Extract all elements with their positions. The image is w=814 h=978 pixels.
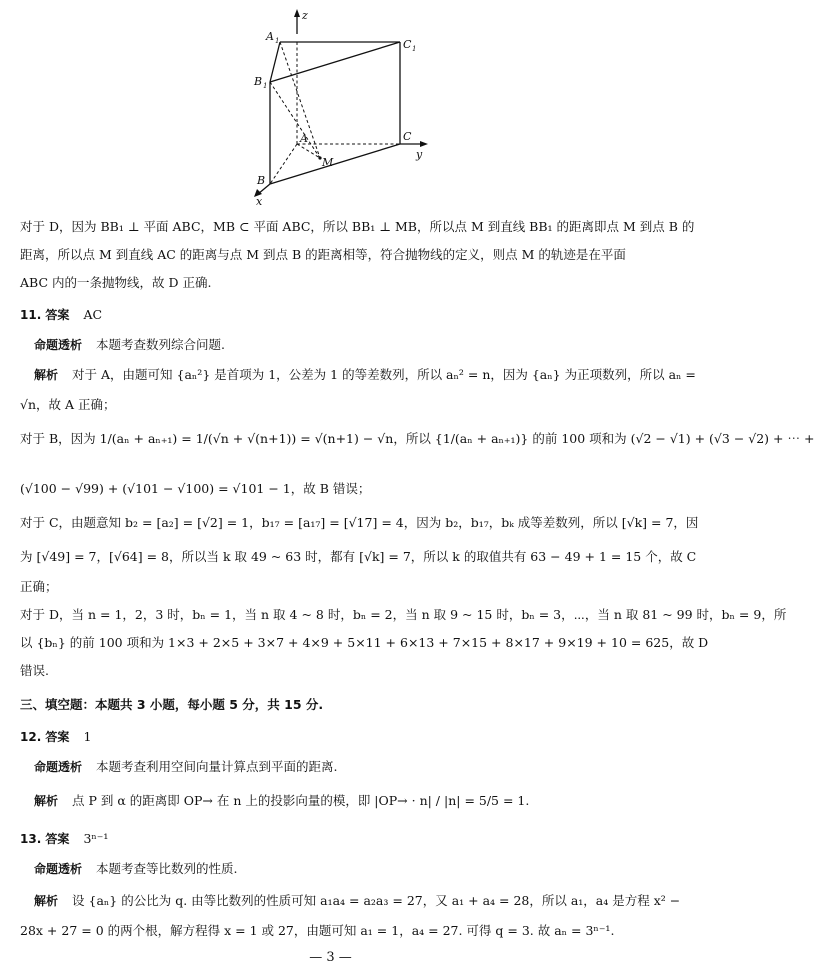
edge-b1m bbox=[270, 82, 320, 158]
q12-tag: 命题透析 bbox=[34, 760, 83, 774]
q11-label: 11. 答案 bbox=[20, 308, 70, 322]
q11-solution-tag: 解析 bbox=[34, 368, 59, 382]
q13-tag: 命题透析 bbox=[34, 862, 83, 876]
page-number: — 3 — bbox=[309, 950, 352, 965]
label-b1-sub: 1 bbox=[263, 82, 268, 90]
q12-solution-tag: 解析 bbox=[34, 794, 59, 808]
edge-am bbox=[297, 144, 320, 158]
text-line: √n，故 A 正确； bbox=[20, 397, 116, 412]
text-line: 对于 D，因为 BB₁ ⊥ 平面 ABC，MB ⊂ 平面 ABC，所以 BB₁ ⊥ MB，所以点 M 到直线 BB₁ 的距离即点 M 到点 B 的 bbox=[20, 219, 695, 234]
q12-solution-line: 解析 点 P 到 α 的距离即 OP→ 在 n 上的投影向量的模，即 |OP→ · n| / |n| = 5/5 = 1. bbox=[34, 793, 530, 808]
edge-bc bbox=[270, 144, 400, 184]
label-c1: C bbox=[403, 38, 412, 51]
text-line: 为 [√49] = 7，[√64] = 8，所以当 k 取 49 ~ 63 时，都有 [√k] = 7，所以 k 的取值共有 63 − 49 + 1 = 15 个，故 C bbox=[20, 549, 697, 564]
label-z: z bbox=[302, 9, 308, 22]
label-c: C bbox=[403, 130, 412, 143]
prism-figure bbox=[240, 6, 440, 206]
text-line: 正确； bbox=[20, 579, 58, 594]
edge-ab bbox=[270, 144, 297, 184]
q13-answer-line bbox=[20, 830, 645, 848]
q11-solution-line: 解析 对于 A，由题可知 {aₙ²} 是首项为 1，公差为 1 的等差数列，所以 aₙ² = n，因为 {aₙ} 为正项数列，所以 aₙ = bbox=[34, 367, 696, 382]
q12-answer: 1 bbox=[83, 729, 92, 744]
text-line: (√100 − √99) + (√101 − √100) = √101 − 1，故 B 错误； bbox=[20, 481, 371, 496]
q11-tag: 命题透析 bbox=[34, 338, 83, 352]
text-line: 对于 C，由题意知 b₂ = [a₂] = [√2] = 1，b₁₇ = [a₁₇] = [√17] = 4，因为 b₂，b₁₇，bₖ 成等差数列，所以 [√k] = 7，因 bbox=[20, 515, 699, 530]
label-y: y bbox=[416, 148, 423, 161]
edge-a1b1 bbox=[270, 42, 280, 82]
q11-answer: AC bbox=[83, 307, 103, 322]
text-line: 以 {bₙ} 的前 100 项和为 1×3 + 2×5 + 3×7 + 4×9 + 5×11 + 6×13 + 7×15 + 8×17 + 9×19 + 10 = 625，故 D bbox=[20, 635, 709, 650]
label-c1-sub: 1 bbox=[412, 45, 417, 53]
q12-label: 12. 答案 bbox=[20, 730, 70, 744]
q11-analysis-line: 命题透析 本题考查数列综合问题. bbox=[34, 337, 225, 352]
label-m: M bbox=[322, 156, 334, 169]
q13-label: 13. 答案 bbox=[20, 832, 70, 846]
label-a1: A bbox=[266, 30, 274, 43]
label-b: B bbox=[257, 174, 266, 187]
q13-answer: 3ⁿ⁻¹ bbox=[83, 831, 109, 846]
q12-answer-line bbox=[20, 728, 645, 746]
text-line: 对于 D，当 n = 1，2，3 时，bₙ = 1，当 n 取 4 ~ 8 时，bₙ = 2，当 n 取 9 ~ 15 时，bₙ = 3，⋯，当 n 取 81 ~ 99 时，bₙ = 9，所 bbox=[20, 607, 787, 622]
edge-b1c1 bbox=[270, 42, 400, 82]
label-x: x bbox=[256, 195, 263, 208]
text-line: 距离，所以点 M 到直线 AC 的距离与点 M 到点 B 的距离相等，符合抛物线的定义，则点 M 的轨迹是在平面 bbox=[20, 247, 626, 262]
label-a: A bbox=[300, 132, 308, 145]
section-heading: 三、填空题：本题共 3 小题，每小题 5 分，共 15 分. bbox=[20, 697, 324, 712]
label-b1: B bbox=[254, 75, 263, 88]
text-line: 错误. bbox=[20, 663, 49, 678]
q13-analysis-line: 命题透析 本题考查等比数列的性质. bbox=[34, 861, 238, 876]
text-line: ABC 内的一条抛物线，故 D 正确. bbox=[20, 275, 212, 290]
text-line: 28x + 27 = 0 的两个根，解方程得 x = 1 或 27，由题可知 a₁ = 1，a₄ = 27. 可得 q = 3. 故 aₙ = 3ⁿ⁻¹. bbox=[20, 923, 615, 938]
q11-answer-line bbox=[20, 306, 645, 324]
q13-solution-tag: 解析 bbox=[34, 894, 59, 908]
q12-analysis-line: 命题透析 本题考查利用空间向量计算点到平面的距离. bbox=[34, 759, 338, 774]
q13-solution-line: 解析 设 {aₙ} 的公比为 q. 由等比数列的性质可知 a₁a₄ = a₂a₃ = 27，又 a₁ + a₄ = 28，所以 a₁，a₄ 是方程 x² − bbox=[34, 893, 681, 908]
text-line: 对于 B，因为 1/(aₙ + aₙ₊₁) = 1/(√n + √(n+1)) = √(n+1) − √n，所以 {1/(aₙ + aₙ₊₁)} 的前 100 项和为 (√2 − √1) + (√3 − √2) + ⋯ + bbox=[20, 431, 814, 446]
label-a1-sub: 1 bbox=[275, 37, 280, 45]
